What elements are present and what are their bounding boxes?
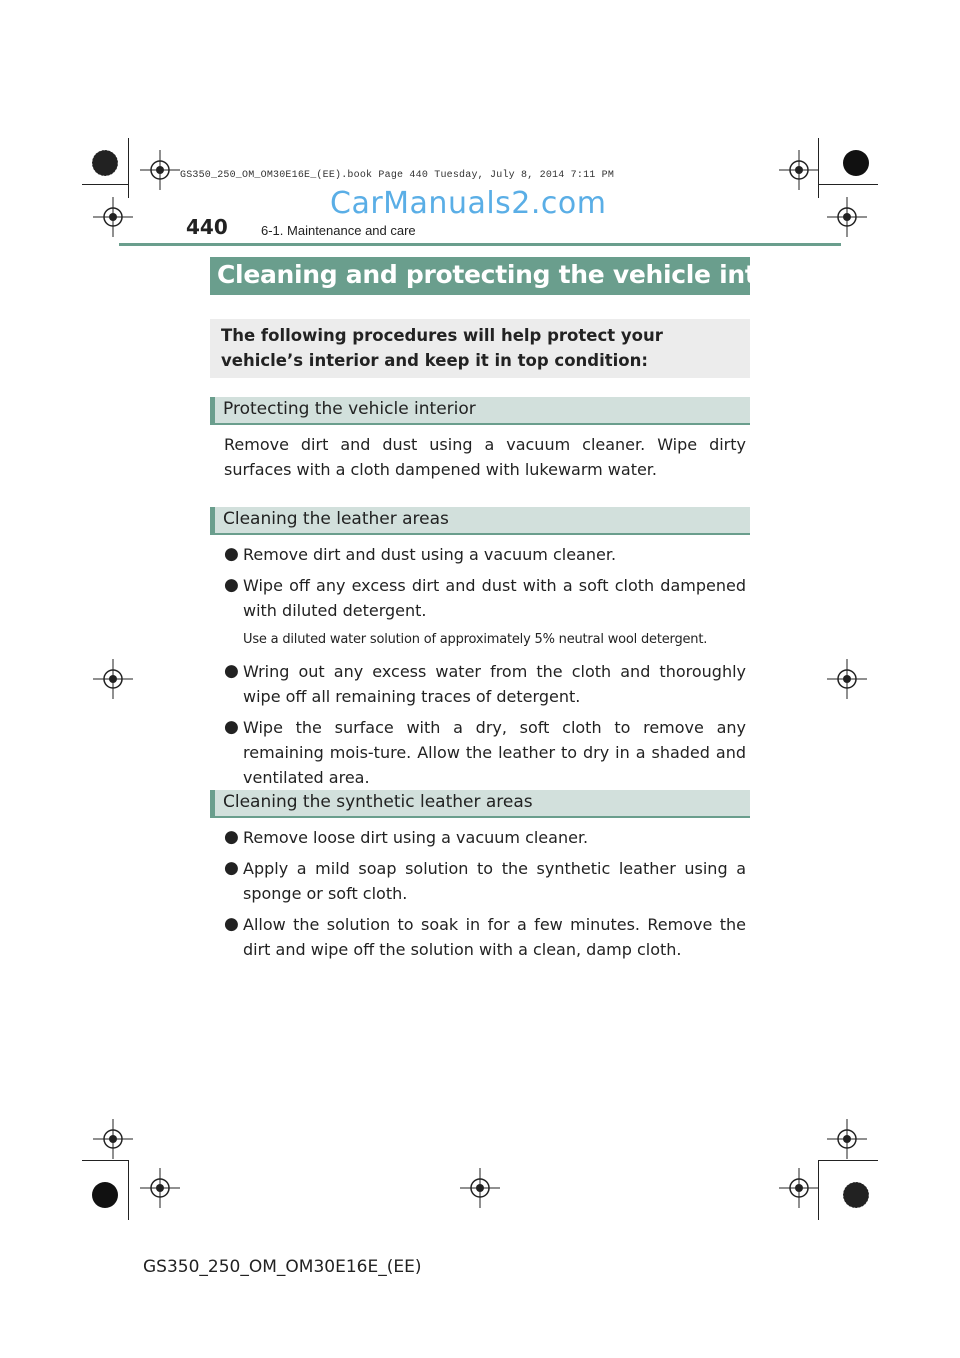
page-title: Cleaning and protecting the vehicle interior xyxy=(217,260,823,289)
dot-mark-icon xyxy=(841,148,871,178)
registration-mark-icon xyxy=(827,1119,867,1159)
note-text: Use a diluted water solution of approximately 5% neutral wool detergent. xyxy=(243,632,708,647)
registration-mark-icon xyxy=(779,1168,819,1208)
registration-mark-icon xyxy=(93,197,133,237)
starburst-mark-icon xyxy=(841,1180,871,1210)
list-item-text: Wring out any excess water from the cloth and thoroughly wipe off all remaining traces of detergent. xyxy=(243,662,746,706)
registration-mark-icon xyxy=(827,659,867,699)
crop-line xyxy=(82,1160,128,1161)
registration-mark-icon xyxy=(93,1119,133,1159)
registration-mark-icon xyxy=(93,659,133,699)
bullet-icon: ● xyxy=(224,661,239,681)
crop-line xyxy=(818,184,878,185)
list-item xyxy=(224,542,746,567)
list-item-text: Allow the solution to soak in for a few minutes. Remove the dirt and wipe off the solution with a clean, damp cloth. xyxy=(243,915,746,959)
bullet-icon: ● xyxy=(224,914,239,934)
registration-mark-icon xyxy=(140,1168,180,1208)
subhead-cleaning-synthetic-leather xyxy=(210,790,750,818)
registration-mark-icon xyxy=(779,150,819,190)
subhead-cleaning-leather xyxy=(210,507,750,535)
crop-line xyxy=(128,1160,129,1220)
bullet-icon: ● xyxy=(224,575,239,595)
subhead-text: Cleaning the leather areas xyxy=(223,509,449,529)
registration-mark-icon xyxy=(140,150,180,190)
list-item xyxy=(224,659,746,709)
list-item-text: Remove dirt and dust using a vacuum cleaner. xyxy=(243,545,617,564)
page-number: 440 xyxy=(186,215,228,239)
intro-box xyxy=(210,319,750,378)
paragraph: Remove dirt and dust using a vacuum cleaner. Wipe dirty surfaces with a cloth dampened with lukewarm water. xyxy=(224,435,746,479)
subhead-protecting-interior xyxy=(210,397,750,425)
list-item xyxy=(224,573,746,623)
intro-text: The following procedures will help protect your vehicle’s interior and keep it in top condition: xyxy=(221,326,663,370)
starburst-mark-icon xyxy=(90,148,120,178)
list-item xyxy=(224,825,746,850)
crop-line xyxy=(818,1160,878,1161)
dot-mark-icon xyxy=(90,1180,120,1210)
subhead-text: Cleaning the synthetic leather areas xyxy=(223,792,533,812)
header-rule xyxy=(119,243,841,246)
list-item-text: Wipe off any excess dirt and dust with a soft cloth dampened with diluted detergent. xyxy=(243,576,746,620)
registration-mark-icon xyxy=(827,197,867,237)
bullet-icon: ● xyxy=(224,544,239,564)
list-item-text: Apply a mild soap solution to the synthetic leather using a sponge or soft cloth. xyxy=(243,859,746,903)
list-item-text: Remove loose dirt using a vacuum cleaner. xyxy=(243,828,589,847)
list-item xyxy=(224,715,746,790)
bullet-icon: ● xyxy=(224,858,239,878)
print-slug: GS350_250_OM_OM30E16E_(EE).book Page 440 Tuesday, July 8, 2014 7:11 PM xyxy=(180,170,615,181)
crop-line xyxy=(128,138,129,198)
footer-code: GS350_250_OM_OM30E16E_(EE) xyxy=(143,1257,422,1277)
list-item xyxy=(224,856,746,906)
watermark: CarManuals2.com xyxy=(330,186,607,221)
list-item xyxy=(224,912,746,962)
title-bar xyxy=(210,257,823,295)
section-label: 6-1. Maintenance and care xyxy=(261,223,416,238)
list-item-text: Wipe the surface with a dry, soft cloth to remove any remaining mois-ture. Allow the leather to dry in a shaded and ventilated area. xyxy=(243,718,746,787)
subhead-text: Protecting the vehicle interior xyxy=(223,399,476,419)
registration-mark-icon xyxy=(460,1168,500,1208)
crop-line xyxy=(82,184,128,185)
bullet-icon: ● xyxy=(224,827,239,847)
bullet-icon: ● xyxy=(224,717,239,737)
